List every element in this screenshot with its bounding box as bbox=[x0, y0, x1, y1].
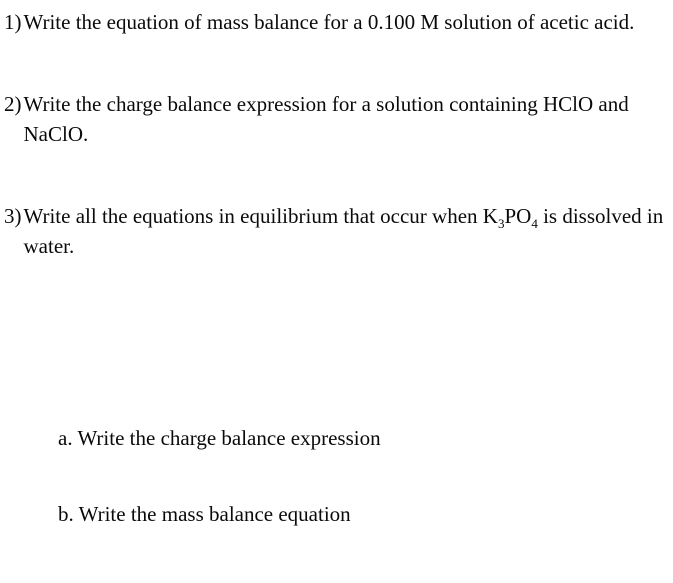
subitem-b-label: b. bbox=[58, 501, 74, 526]
question-3-text-before: Write all the equations in equilibrium that occur when K bbox=[23, 204, 498, 229]
subitem-b-text: Write the mass balance equation bbox=[78, 501, 351, 526]
question-3-text-after: is dissolved in water. bbox=[23, 204, 664, 259]
question-3-subscript-1: 3 bbox=[497, 215, 505, 231]
subitem-a bbox=[58, 424, 669, 454]
question-3 bbox=[4, 202, 669, 262]
question-1 bbox=[4, 8, 669, 38]
question-1-number: 1) bbox=[4, 10, 22, 34]
question-2 bbox=[4, 90, 669, 150]
subitem-a-text: Write the charge balance expression bbox=[77, 426, 381, 451]
question-1-text: Write the equation of mass balance for a 0.100 M solution of acetic acid. bbox=[23, 10, 635, 34]
question-3-text bbox=[24, 202, 670, 262]
question-3-subscript-2: 4 bbox=[531, 215, 538, 231]
question-3-number: 3) bbox=[4, 204, 22, 229]
question-2-text: Write the charge balance expression for a solution containing HClO and NaClO. bbox=[23, 91, 629, 146]
question-2-number: 2) bbox=[4, 91, 22, 116]
subitem-a-label: a. bbox=[58, 426, 73, 451]
question-3-text-mid: PO bbox=[504, 204, 532, 229]
subitem-b bbox=[58, 500, 669, 530]
